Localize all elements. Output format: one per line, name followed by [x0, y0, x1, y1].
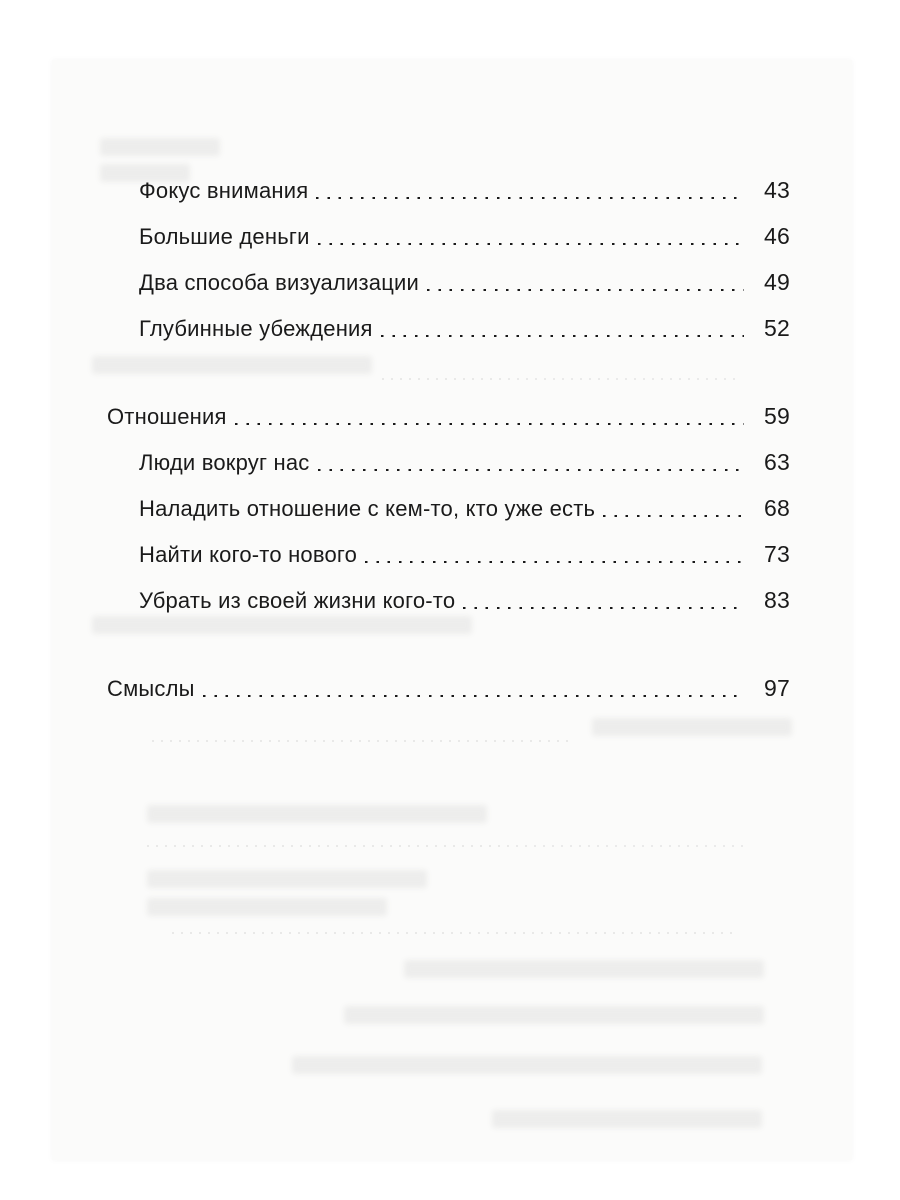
toc-entry-page: 49 [764, 269, 790, 295]
toc-entry[interactable] [139, 586, 790, 615]
dot-leader [603, 515, 744, 517]
book-page [52, 60, 852, 1160]
toc-entry-page: 43 [764, 177, 790, 203]
toc-section-page: 59 [764, 403, 790, 429]
dot-leader [365, 561, 744, 563]
toc-entry-title: Убрать из своей жизни кого-то [139, 588, 456, 613]
toc-entry-title: Найти кого-то нового [139, 542, 358, 567]
toc-entry[interactable] [139, 314, 790, 343]
toc-entry-page: 63 [764, 449, 790, 475]
dot-leader [203, 695, 744, 697]
dot-leader [316, 197, 744, 199]
toc-entry[interactable] [139, 494, 790, 523]
toc-entry-page: 83 [764, 587, 790, 613]
toc-entry-title: Глубинные убеждения [139, 316, 373, 341]
toc-entry-page: 68 [764, 495, 790, 521]
dot-leader [463, 607, 744, 609]
toc-entry[interactable] [139, 222, 790, 251]
dot-leader [235, 423, 744, 425]
toc-entry[interactable] [139, 176, 790, 205]
toc-section-title: Смыслы [107, 676, 195, 701]
toc-section-title: Отношения [107, 404, 227, 429]
dot-leader [381, 335, 744, 337]
toc-entry[interactable] [139, 268, 790, 297]
dot-leader [318, 243, 744, 245]
toc-entry-title: Большие деньги [139, 224, 310, 249]
toc-entry-page: 73 [764, 541, 790, 567]
toc-entry-title: Наладить отношение с кем-то, кто уже есть [139, 496, 596, 521]
dot-leader [318, 469, 744, 471]
toc-entry-title: Фокус внимания [139, 178, 309, 203]
toc-entry[interactable] [139, 540, 790, 569]
toc-entry-title: Люди вокруг нас [139, 450, 310, 475]
toc-section[interactable] [107, 402, 790, 431]
toc-entry-page: 52 [764, 315, 790, 341]
toc-entry-title: Два способа визуализации [139, 270, 419, 295]
dot-leader [427, 289, 744, 291]
toc-section-page: 97 [764, 675, 790, 701]
toc-section[interactable] [107, 674, 790, 703]
toc-entry[interactable] [139, 448, 790, 477]
toc-entry-page: 46 [764, 223, 790, 249]
table-of-contents [52, 60, 852, 1160]
